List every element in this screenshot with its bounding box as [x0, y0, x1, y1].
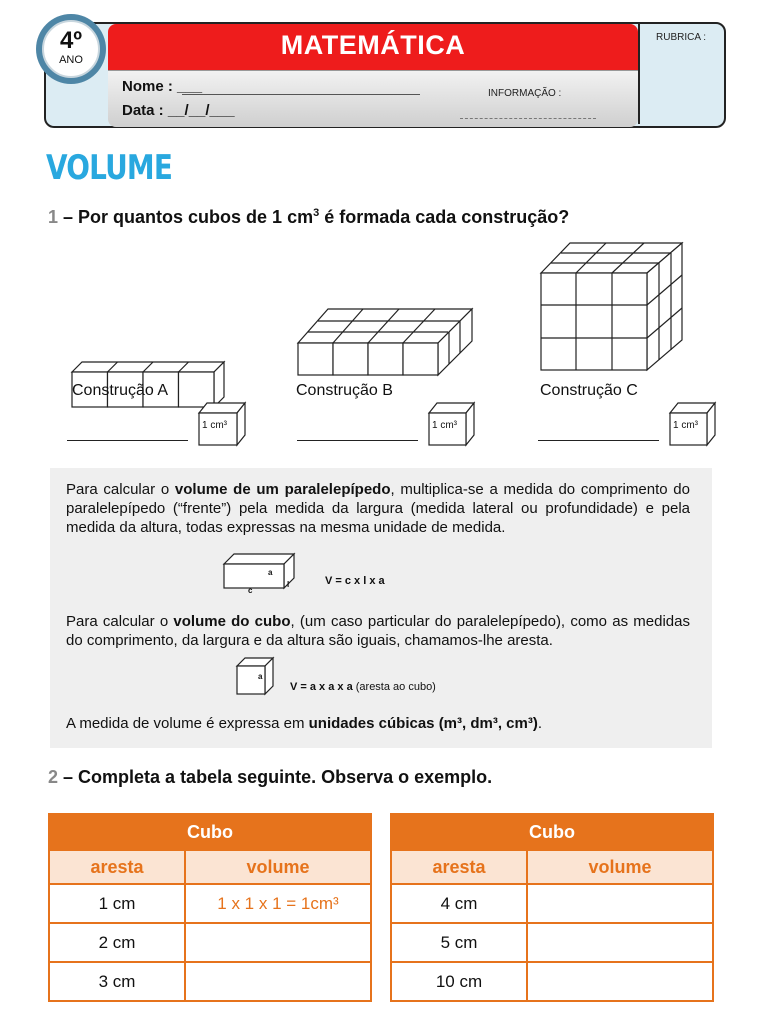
table-row — [49, 962, 371, 1001]
volume-cell[interactable] — [185, 962, 371, 1001]
aresta-cell: 3 cm — [49, 962, 185, 1001]
info-line[interactable] — [460, 118, 596, 119]
formula-prism-text: V = c x l x a — [325, 575, 385, 587]
aresta-cell: 1 cm — [49, 884, 185, 923]
grade-number: 4º — [59, 27, 83, 54]
question-1 — [48, 207, 569, 228]
cube-label-a: a — [258, 672, 263, 681]
name-label: Nome : ___ — [122, 78, 203, 95]
table-row — [49, 923, 371, 962]
answer-line-b[interactable] — [297, 440, 418, 441]
question-2 — [48, 767, 492, 788]
p1-end: , multiplica-se a medida do comprimento do paralelepípedo (“frente”) pela medida da largura (medida lateral ou profundidade) e pela medida da altura, todas expressas na mesma unidade de medida. — [66, 481, 690, 536]
info-paragraph-3 — [66, 714, 690, 733]
aresta-cell: 10 cm — [391, 962, 527, 1001]
construction-c-label: Construção C — [540, 382, 638, 399]
formula-cube-note: (aresta ao cubo) — [355, 681, 436, 693]
volume-cell[interactable] — [185, 923, 371, 962]
rubrica-label: RUBRICA : — [656, 32, 707, 43]
question-text: – Por quantos cubos de 1 cm — [63, 207, 314, 227]
question-number: 1 — [48, 207, 59, 227]
date-label: Data : __/__/___ — [122, 102, 235, 119]
aresta-cell: 5 cm — [391, 923, 527, 962]
column-header-aresta: aresta — [391, 850, 527, 884]
table-row — [49, 884, 371, 923]
volume-cell[interactable] — [527, 923, 713, 962]
p2-end: , (um caso particular do paralelepípedo), como as medidas do comprimento, da largura e da altura são iguais, chamamos-lhe aresta. — [66, 613, 690, 649]
column-header-volume: volume — [185, 850, 371, 884]
prism-figure — [220, 550, 310, 596]
aresta-cell: 4 cm — [391, 884, 527, 923]
question-2-number: 2 — [48, 767, 59, 787]
formula-cube — [290, 681, 436, 693]
question-text-end: é formada cada construção? — [319, 207, 570, 227]
p2-bold: volume do cubo — [173, 613, 291, 630]
construction-b-label: Construção B — [296, 382, 393, 399]
grade-label: ANO — [59, 54, 83, 66]
prism-label-c: c — [248, 586, 253, 595]
unit-cube-a-label: 1 cm³ — [202, 420, 227, 431]
p1-bold: volume de um paralelepípedo — [174, 481, 391, 498]
table-row — [391, 884, 713, 923]
column-header-volume: volume — [527, 850, 713, 884]
answer-line-c[interactable] — [538, 440, 659, 441]
unit-cube-b-label: 1 cm³ — [432, 420, 457, 431]
answer-line-a[interactable] — [67, 440, 188, 441]
info-paragraph-1 — [66, 480, 690, 537]
volume-cell[interactable] — [527, 962, 713, 1001]
p3-end: . — [537, 715, 543, 732]
section-title: VOLUME — [46, 148, 173, 188]
table-row — [391, 923, 713, 962]
prism-label-a: a — [268, 568, 273, 577]
p1-start: Para calcular o — [66, 481, 175, 498]
volume-cell: 1 x 1 x 1 = 1cm³ — [185, 884, 371, 923]
formula-prism — [325, 575, 385, 587]
question-2-text: – Completa a tabela seguinte. Observa o exemplo. — [63, 767, 493, 787]
construction-c-figure — [541, 243, 682, 370]
cube-table-1 — [48, 813, 372, 1002]
info-label: INFORMAÇÃO : — [488, 88, 562, 99]
formula-cube-text: V = a x a x a — [290, 681, 353, 693]
name-line[interactable] — [182, 94, 420, 95]
p3-bold: unidades cúbicas — [308, 715, 435, 732]
volume-cell[interactable] — [527, 884, 713, 923]
table-title: Cubo — [49, 814, 371, 850]
p3-start: A medida de volume é expressa em — [66, 715, 309, 732]
subject-title: MATEMÁTICA — [280, 30, 466, 60]
constructions-illustration — [0, 235, 768, 450]
construction-a-label: Construção A — [72, 382, 169, 399]
info-paragraph-2 — [66, 612, 690, 650]
prism-label-l: l — [287, 580, 290, 589]
table-row — [391, 962, 713, 1001]
cube-table-2 — [390, 813, 714, 1002]
p2-start: Para calcular o — [66, 613, 174, 630]
question-superscript: 3 — [313, 207, 320, 219]
column-header-aresta: aresta — [49, 850, 185, 884]
unit-cube-c-label: 1 cm³ — [673, 420, 698, 431]
construction-b-figure — [298, 309, 472, 375]
p3-units: (m³, dm³, cm³) — [438, 715, 538, 732]
table-title: Cubo — [391, 814, 713, 850]
worksheet-header — [44, 22, 724, 126]
aresta-cell: 2 cm — [49, 923, 185, 962]
